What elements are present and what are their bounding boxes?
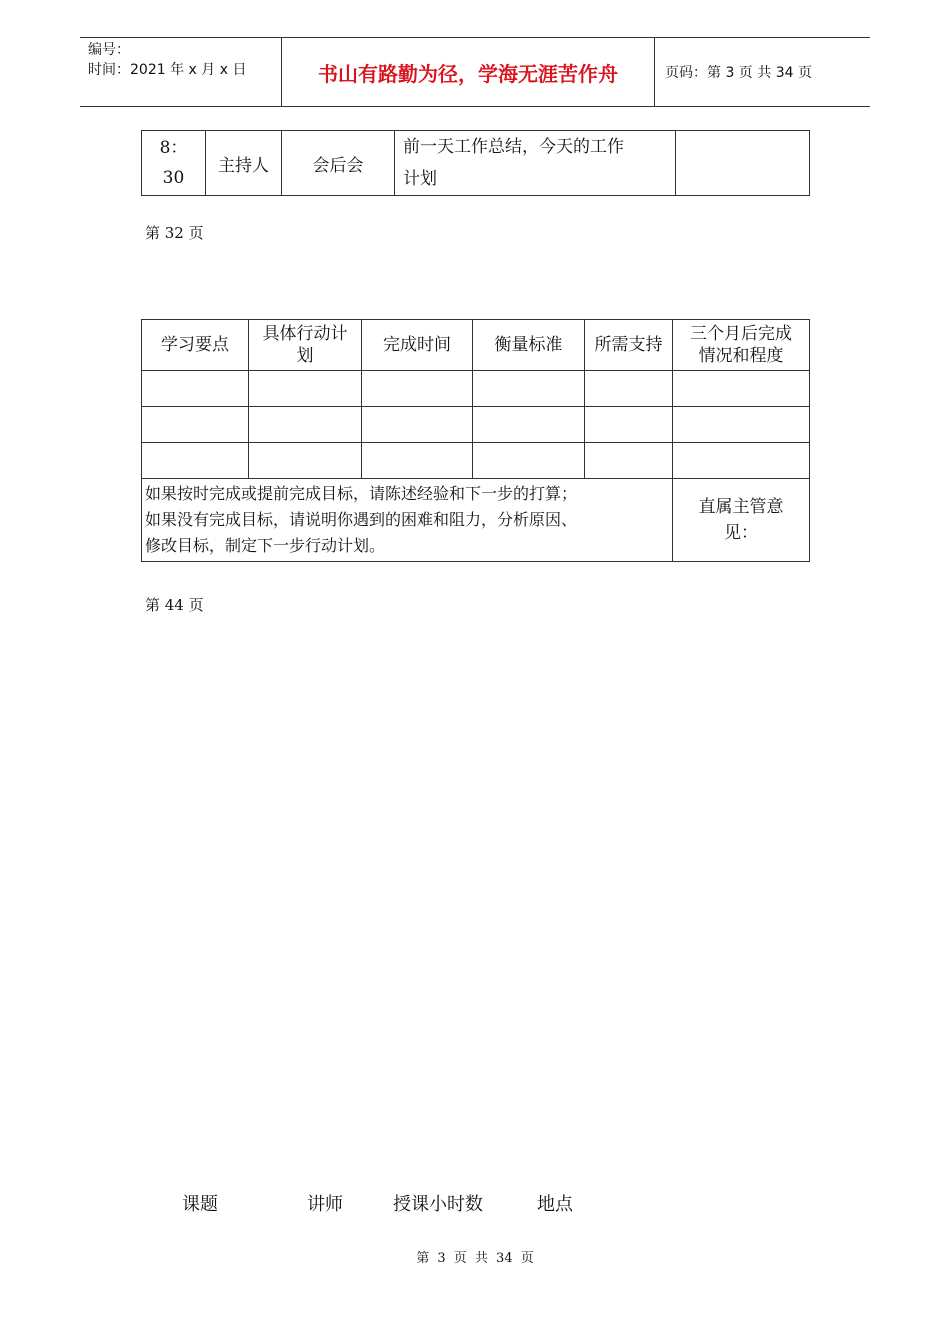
header-cell: 衡量标准	[473, 320, 585, 371]
header-cell: 学习要点	[142, 320, 249, 371]
page-header	[80, 37, 870, 107]
empty-cell[interactable]	[673, 407, 810, 443]
empty-cell[interactable]	[362, 407, 473, 443]
header-page-info: 页码：第 3 页 共 34 页	[665, 65, 812, 81]
header-cell: 三个月后完成 情况和程度	[673, 320, 810, 371]
empty-cell[interactable]	[142, 371, 249, 407]
empty-cell[interactable]	[142, 443, 249, 479]
table-row	[142, 131, 810, 196]
event-cell: 会后会	[282, 131, 395, 196]
table-header-row	[142, 320, 810, 371]
header-cell: 具体行动计 划	[249, 320, 362, 371]
empty-cell[interactable]	[362, 443, 473, 479]
table-row	[142, 443, 810, 479]
empty-cell[interactable]	[673, 443, 810, 479]
empty-cell[interactable]	[585, 443, 673, 479]
schedule-table	[141, 130, 810, 196]
header-cell: 所需支持	[585, 320, 673, 371]
supervisor-opinion-cell[interactable]: 直属主管意 见：	[673, 479, 810, 562]
empty-cell[interactable]	[473, 371, 585, 407]
empty-cell[interactable]	[142, 407, 249, 443]
header-divider	[654, 38, 655, 106]
header-cell: 完成时间	[362, 320, 473, 371]
course-topic-label: 课题	[182, 1194, 218, 1215]
instruction-cell: 如果按时完成或提前完成目标，请陈述经验和下一步的打算； 如果没有完成目标，请说明你遇到的困难和阻力，分析原因、 修改目标，制定下一步行动计划。	[142, 479, 673, 562]
empty-cell[interactable]	[362, 371, 473, 407]
empty-cell[interactable]	[585, 407, 673, 443]
page-mark: 第 44 页	[145, 596, 204, 614]
code-label: 编号：	[88, 42, 130, 58]
header-meta	[88, 40, 246, 80]
plan-cell: 前一天工作总结，今天的工作 计划	[395, 131, 676, 196]
course-location-label: 地点	[537, 1194, 573, 1215]
empty-cell[interactable]	[673, 371, 810, 407]
extra-cell	[676, 131, 810, 196]
learning-plan-table	[141, 319, 810, 562]
role-cell: 主持人	[206, 131, 282, 196]
table-footer-row	[142, 479, 810, 562]
course-hours-label: 授课小时数	[393, 1194, 483, 1215]
empty-cell[interactable]	[473, 443, 585, 479]
empty-cell[interactable]	[473, 407, 585, 443]
empty-cell[interactable]	[249, 371, 362, 407]
empty-cell[interactable]	[249, 407, 362, 443]
empty-cell[interactable]	[585, 371, 673, 407]
page-mark: 第 32 页	[145, 224, 204, 242]
time-cell: 8： 30	[142, 131, 206, 196]
table-row	[142, 371, 810, 407]
course-lecturer-label: 讲师	[307, 1194, 343, 1215]
empty-cell[interactable]	[249, 443, 362, 479]
page-footer: 第 3 页 共 34 页	[416, 1251, 534, 1266]
date-line: 时间：2021 年 x 月 x 日	[88, 62, 247, 78]
table-row	[142, 407, 810, 443]
header-motto: 书山有路勤为径，学海无涯苦作舟	[318, 61, 618, 86]
